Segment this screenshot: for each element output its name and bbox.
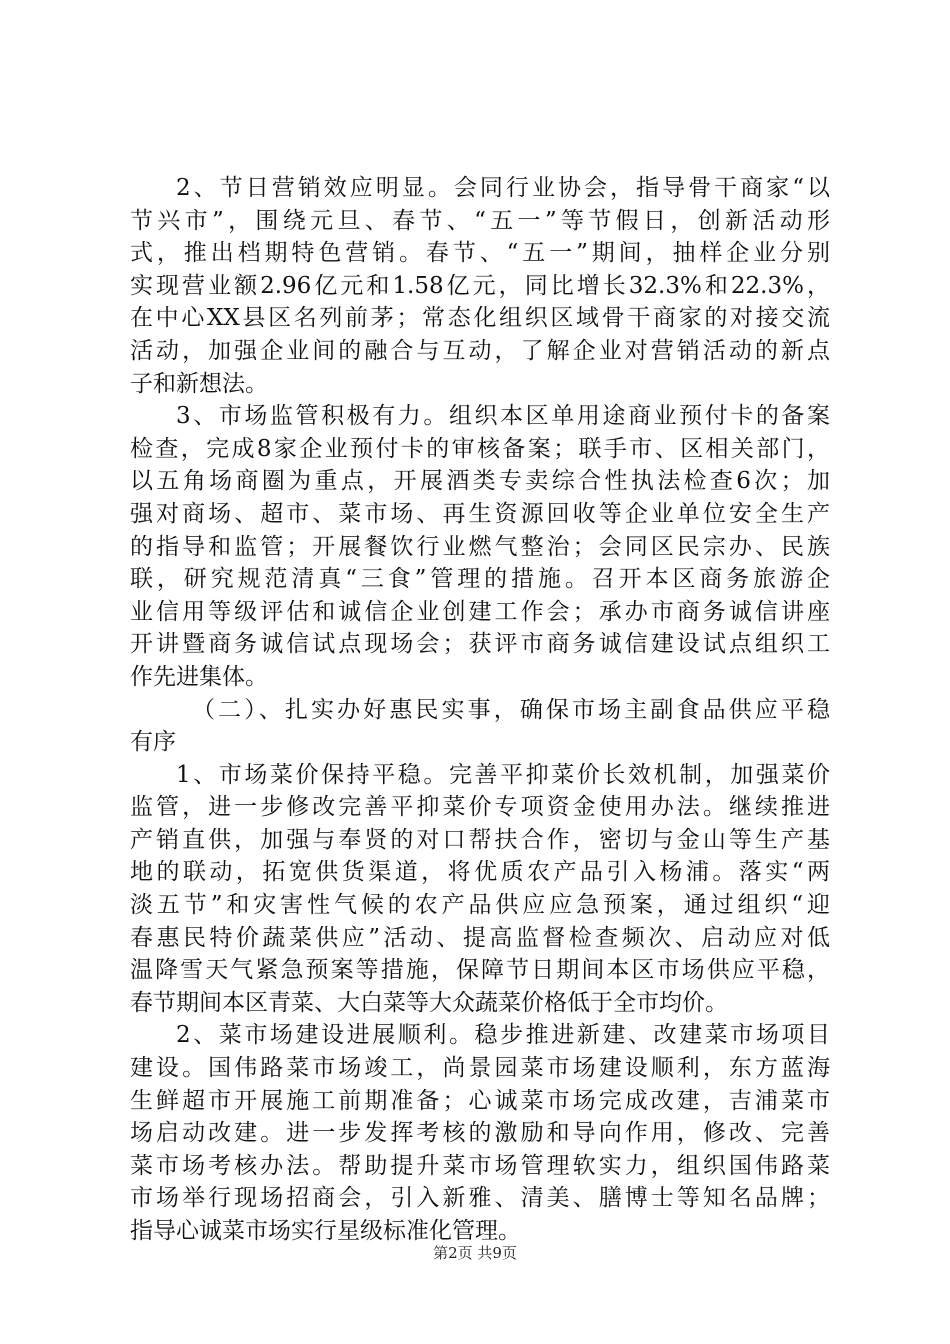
section-heading-line: 有序 xyxy=(130,729,176,756)
paragraph-line: 实现营业额2.96亿元和1.58亿元，同比增长32.3%和22.3%， xyxy=(130,272,830,299)
paragraph-line: 春惠民特价蔬菜供应”活动、提高监督检查频次、启动应对低 xyxy=(130,924,830,951)
paragraph-line: 产销直供，加强与奉贤的对口帮扶合作，密切与金山等生产基 xyxy=(130,826,830,853)
paragraph-line: 场启动改建。进一步发挥考核的激励和导向作用，修改、完善 xyxy=(130,1120,830,1147)
paragraph-line: 联，研究规范清真“三食”管理的措施。召开本区商务旅游企 xyxy=(130,566,830,593)
paragraph-line: 温降雪天气紧急预案等措施，保障节日期间本区市场供应平稳， xyxy=(130,957,830,984)
paragraph-line: 式，推出档期特色营销。春节、“五一”期间，抽样企业分别 xyxy=(130,240,830,267)
paragraph-line: 监管，进一步修改完善平抑菜价专项资金使用办法。继续推进 xyxy=(130,794,830,821)
paragraph-line: 建设。国伟路菜市场竣工，尚景园菜市场建设顺利，东方蓝海 xyxy=(130,1055,830,1082)
paragraph-line: 作先进集体。 xyxy=(130,663,268,690)
page-number-footer: 第2页 共9页 xyxy=(433,1244,517,1262)
paragraph-line: 春节期间本区青菜、大白菜等大众蔬菜价格低于全市均价。 xyxy=(130,989,728,1016)
paragraph-line: 子和新想法。 xyxy=(130,370,268,397)
paragraph-line: 检查，完成8家企业预付卡的审核备案；联手市、区相关部门， xyxy=(130,435,830,462)
paragraph-line: 业信用等级评估和诚信企业创建工作会；承办市商务诚信讲座 xyxy=(130,598,830,625)
paragraph-line: 地的联动，拓宽供货渠道，将优质农产品引入杨浦。落实“两 xyxy=(130,859,830,886)
paragraph-line: 3、市场监管积极有力。组织本区单用途商业预付卡的备案 xyxy=(176,403,830,430)
paragraph-line: 指导心诚菜市场实行星级标准化管理。 xyxy=(130,1218,521,1244)
paragraph-line: 节兴市”，围绕元旦、春节、“五一”等节假日，创新活动形 xyxy=(130,207,830,234)
paragraph-line: 市场举行现场招商会，引入新雅、清美、膳博士等知名品牌； xyxy=(130,1185,830,1212)
paragraph-line: 以五角场商圈为重点，开展酒类专卖综合性执法检查6次；加 xyxy=(130,468,830,495)
paragraph-line: 生鲜超市开展施工前期准备；心诚菜市场完成改建，吉浦菜市 xyxy=(130,1087,830,1114)
paragraph-line: 开讲暨商务诚信试点现场会；获评市商务诚信建设试点组织工 xyxy=(130,631,830,658)
document-body xyxy=(130,172,830,1248)
section-heading-line: （二）、扎实办好惠民实事，确保市场主副食品供应平稳 xyxy=(192,696,830,723)
paragraph-line: 菜市场考核办法。帮助提升菜市场管理软实力，组织国伟路菜 xyxy=(130,1152,830,1179)
paragraph-line: 1、市场菜价保持平稳。完善平抑菜价长效机制，加强菜价 xyxy=(176,761,830,788)
paragraph-line: 在中心XX县区名列前茅；常态化组织区域骨干商家的对接交流 xyxy=(130,305,830,332)
paragraph-line: 的指导和监管；开展餐饮行业燃气整治；会同区民宗办、民族 xyxy=(130,533,830,560)
paragraph-line: 强对商场、超市、菜市场、再生资源回收等企业单位安全生产 xyxy=(130,500,830,527)
paragraph-line: 淡五节”和灾害性气候的农产品供应应急预案，通过组织“迎 xyxy=(130,892,830,919)
paragraph-line: 2、菜市场建设进展顺利。稳步推进新建、改建菜市场项目 xyxy=(176,1022,830,1049)
paragraph-line: 2、节日营销效应明显。会同行业协会，指导骨干商家“以 xyxy=(176,175,830,201)
paragraph-line: 活动，加强企业间的融合与互动，了解企业对营销活动的新点 xyxy=(130,337,830,364)
